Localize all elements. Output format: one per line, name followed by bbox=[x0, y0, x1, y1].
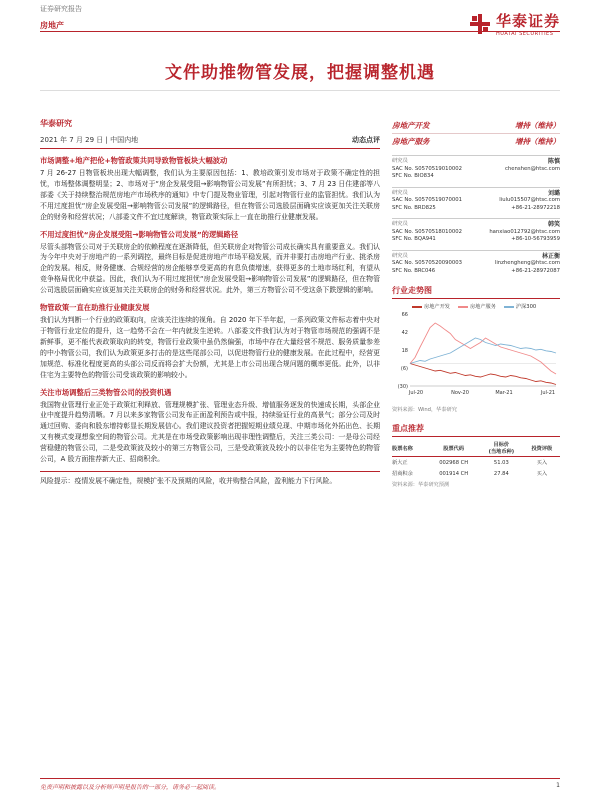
series-line bbox=[410, 323, 556, 374]
sidebar bbox=[392, 118, 560, 488]
analyst-card bbox=[392, 155, 560, 181]
col-target bbox=[479, 440, 524, 457]
analyst-sac: SAC No. S0570518010002 bbox=[392, 228, 463, 235]
series-line bbox=[410, 364, 556, 385]
legend-swatch bbox=[458, 306, 468, 308]
legend-label: 房地产开发 bbox=[424, 304, 450, 310]
trend-chart-title: 行业走势图 bbox=[392, 285, 560, 299]
rating-sector: 房地产服务 bbox=[392, 137, 430, 146]
legend-item bbox=[458, 303, 496, 310]
report-type-label: 证券研究报告 bbox=[40, 5, 82, 13]
analyst-sfc: SFC No. BIO834 bbox=[392, 173, 434, 179]
huatai-logo-icon bbox=[469, 13, 491, 35]
legend-swatch bbox=[504, 306, 514, 308]
logo-en-text: HUATAI SECURITIES bbox=[495, 31, 554, 37]
analyst-sac: SAC No. S0570519070001 bbox=[392, 197, 463, 203]
section-body: 尽管头部物管公司对于关联房企的依赖程度在逐渐降低，但关联房企对物管公司成长确实具有重要意义。我们认为今年中央对于房地产的一系列调控，最终目标是促进房地产市场平稳发展，而并非要打击房地产行业、挑杀房企的发展。相反，财务健康、合规经营的房企能够享受更高的有息负债增速，获得更多的土地市场红利，有望从竞争格局优化中获益。因此，我们认为不用过度担忧“房企发展受阻→影响物管公司发展”的逻辑路径，但在物管公司选股层面确实应该更加关注关联房企的财务和经营状况。此外，第三方物管公司不受这条下跌逻辑的影响。 bbox=[40, 242, 380, 295]
sector-tag: 房地产 bbox=[40, 21, 64, 30]
legend-item bbox=[412, 303, 450, 310]
x-tick-label: Jul-21 bbox=[540, 390, 556, 396]
chart-legend bbox=[392, 303, 560, 310]
stock-rating: 买入 bbox=[536, 471, 548, 477]
legend-label: 沪深300 bbox=[515, 304, 537, 310]
col-target-unit: (当地币种) bbox=[488, 449, 515, 455]
rating-row bbox=[392, 118, 560, 133]
analyst-phone: +86-10-56793959 bbox=[511, 236, 560, 242]
picks-title: 重点推荐 bbox=[392, 423, 560, 437]
page-footer bbox=[40, 778, 560, 791]
picks-table bbox=[392, 440, 560, 479]
analyst-card bbox=[392, 187, 560, 213]
rating-row bbox=[392, 133, 560, 149]
picks-source: 资料来源：华泰研究预测 bbox=[392, 482, 450, 488]
analyst-name: 韩笑 bbox=[547, 221, 560, 228]
section-heading: 物管政策一直在助推行业健康发展 bbox=[40, 303, 150, 313]
region: 中国内地 bbox=[110, 136, 139, 144]
section-body: 我们认为判断一个行业的政策取向，应该关注连续的视角。自 2020 年下半年起，一系列政策文件标志着中央对于物管行业定位的提升，这一趋势不会在一年内就发生逆转。八部委文件我们认为对于物管市场规范的强调不是新鲜事，更不能代表政策取向的转变，物管行业政策中虽仍然偏强，市场中存在大量经营不规范、服务质量参差的中小物管公司，我们认为政策更多打击的是这些尾部公司，以促进物管行业的健康发展。在此过程中，经营更加规范、标准化程度更高的头部公司反而将会扩大份额，尤其是上市公司出现合规问题的概率更低。此外，以非住宅为主要特色的物管公司受该政策的影响较小。 bbox=[40, 316, 380, 379]
analyst-sfc: SFC No. BRC046 bbox=[392, 267, 436, 274]
x-tick-label: Mar-21 bbox=[495, 390, 513, 396]
huatai-logo bbox=[469, 10, 560, 37]
disclaimer-text: 免责声明和披露以及分析师声明是报告的一部分，请务必一起阅读。 bbox=[40, 784, 221, 791]
x-tick-label: Jul-20 bbox=[408, 390, 424, 396]
trend-chart bbox=[392, 310, 560, 400]
section-heading: 关注市场调整后三类物管公司的投资机遇 bbox=[40, 387, 172, 397]
x-tick-label: Nov-20 bbox=[451, 390, 469, 396]
analyst-sac: SAC No. S0570519010002 bbox=[392, 165, 463, 172]
logo-cn-text: 华泰证券 bbox=[495, 12, 560, 30]
analyst-email[interactable]: chenshen@htsc.com bbox=[504, 165, 560, 172]
table-row bbox=[392, 457, 560, 469]
col-rating: 投资评级 bbox=[524, 440, 560, 457]
rating-value: 增持（维持） bbox=[515, 121, 560, 130]
stock-name: 招商积余 bbox=[392, 471, 413, 477]
analyst-name: 林正衡 bbox=[541, 252, 560, 260]
col-target-label: 目标价 bbox=[493, 442, 510, 448]
analyst-email[interactable]: linzhengheng@htsc.com bbox=[494, 260, 560, 266]
target-price: 51.03 bbox=[493, 459, 509, 466]
main-column bbox=[40, 118, 380, 487]
analyst-card bbox=[392, 250, 560, 276]
table-row bbox=[392, 468, 560, 479]
analyst-card bbox=[392, 218, 560, 244]
col-code: 股票代码 bbox=[428, 440, 479, 457]
legend-item bbox=[504, 303, 536, 310]
analyst-email[interactable]: liulu015507@htsc.com bbox=[499, 197, 560, 203]
col-name: 股票名称 bbox=[392, 440, 428, 457]
analyst-sac: SAC No. S0570520090003 bbox=[392, 260, 463, 266]
analyst-email[interactable]: hanxiao012792@htsc.com bbox=[489, 228, 560, 235]
y-tick-label: (30) bbox=[397, 384, 408, 390]
analyst-phone: +86-21-28972218 bbox=[511, 204, 560, 211]
report-title: 文件助推物管发展，把握调整机遇 bbox=[165, 63, 435, 83]
section-body: 7 月 26-27 日物管板块出现大幅调整，我们认为主要原因包括：1、教培政策引发市场对于政策不确定性的担忧，市场整体调整明显；2、市场对于“房企发展受阻→影响物管公司发展”有所担忧；3、7 月 23 日住建部等八部委《关于持续整治规范房地产市场秩序的通知》中专门提及物业管理，引起对物管行业的监管担忧。我们认为不用过度担忧“房企发展受阻→影响物管公司发展”的逻辑路径，但在物管公司选股层面确实应该更加关注关联房企的财务和经营状况；八部委文件不宜过度解读，物管政策实际上一直在助推行业健康发展。 bbox=[40, 169, 380, 221]
stock-name: 新大正 bbox=[392, 460, 408, 466]
y-tick-label: 18 bbox=[401, 348, 408, 354]
report-date: 2021 年 7 月 29 日 bbox=[40, 136, 104, 144]
series-line bbox=[410, 338, 556, 364]
analyst-role: 研究员 bbox=[392, 158, 408, 164]
legend-swatch bbox=[412, 306, 422, 308]
stock-rating: 买入 bbox=[536, 460, 548, 466]
report-kind: 动态点评 bbox=[352, 136, 380, 144]
rating-value: 增持（维持） bbox=[515, 137, 560, 146]
analyst-sfc: SFC No. BRD825 bbox=[392, 204, 436, 211]
legend-label: 房地产服务 bbox=[469, 304, 496, 310]
stock-code: 002968 CH bbox=[439, 459, 469, 466]
y-tick-label: 66 bbox=[401, 312, 408, 318]
analyst-role: 研究员 bbox=[392, 189, 408, 196]
analyst-role: 研究员 bbox=[392, 221, 408, 227]
analyst-role: 研究员 bbox=[392, 252, 408, 259]
chart-source: 资料来源：Wind，华泰研究 bbox=[392, 407, 457, 413]
section-heading: 市场调整+地产把伦+物管政策共同导致物管板块大幅波动 bbox=[40, 156, 228, 165]
analyst-name: 陈慎 bbox=[547, 158, 560, 165]
target-price: 27.84 bbox=[493, 470, 509, 477]
y-tick-label: (6) bbox=[400, 366, 408, 372]
section-heading: 不用过度担忧“房企发展受阻→影响物管公司发展”的逻辑路径 bbox=[40, 229, 239, 239]
page-number: 1 bbox=[556, 782, 560, 789]
section-body: 我国物业管理行业正处于政策红利释放、管理规模扩张、管理业态升级、增值服务逐发的快速成长期，头部企业业中度提升趋势清晰。7 月以来多家物管公司发布正面盈利预告或中报，持续验证行业的高景气；部分公司及时通过回购、委向和股东增持彰显长期发展信心。我们建议投资者把握短期业绩兑现、中期市场化外拓出色、长期又有模式变现想象空间的物管公司。尤其是在市场受政策影响出现非理性调整后，关注三类公司：一是母公司经营稳健的物管公司，二是受政策波及较小的第三方物管公司，三是受政策波及较小的以非住宅为主要特色的物管公司，A 股方面推荐新大正、招商积余。 bbox=[40, 400, 380, 464]
stock-code: 001914 CH bbox=[439, 470, 469, 477]
analyst-phone: +86-21-28972087 bbox=[511, 267, 560, 274]
analyst-name: 刘璐 bbox=[547, 189, 560, 197]
rating-sector: 房地产开发 bbox=[392, 121, 430, 130]
org-label: 华泰研究 bbox=[40, 119, 72, 128]
risk-warning: 风险提示：疫情发展不确定性，规模扩张不及预期的风险，收并购整合风险，盈利能力下行风险。 bbox=[40, 471, 380, 487]
title-divider bbox=[40, 90, 560, 91]
y-tick-label: 42 bbox=[401, 330, 408, 336]
date-line: 2021 年 7 月 29 日 | 中国内地 动态点评 bbox=[40, 135, 380, 149]
picks-header-row bbox=[392, 440, 560, 457]
analyst-sfc: SFC No. BQA941 bbox=[392, 236, 436, 242]
page-header bbox=[0, 0, 600, 37]
